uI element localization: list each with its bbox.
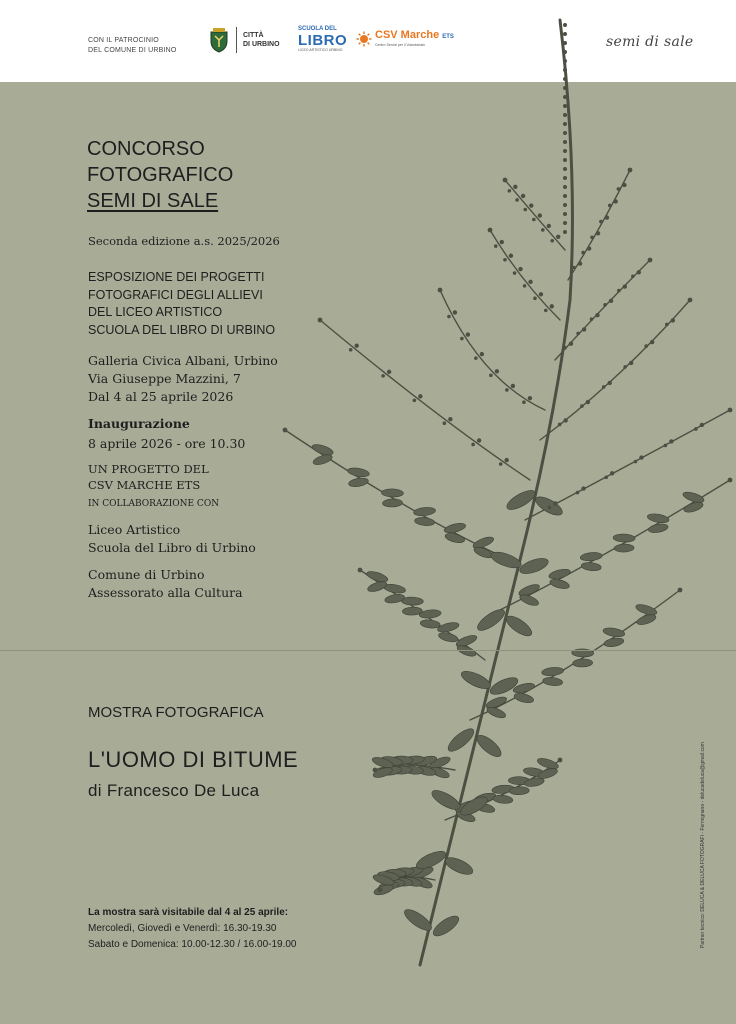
plant-bud — [413, 399, 417, 403]
plant-leaf — [429, 787, 463, 813]
plant-bud — [563, 122, 567, 126]
plant-bud — [528, 396, 532, 400]
plant-leaf — [443, 854, 475, 878]
plant-leaf — [647, 512, 670, 524]
plant-leaf — [381, 489, 403, 498]
venue-line-2: Via Giuseppe Mazzini, 7 — [88, 371, 241, 386]
plant-leaf — [613, 534, 635, 543]
plant-bud — [529, 203, 533, 207]
plant-bud — [443, 421, 447, 425]
patronage-line-1: CON IL PATROCINIO — [88, 37, 159, 44]
plant-bud — [671, 318, 675, 322]
plant-bud — [563, 32, 567, 36]
plant-bud — [523, 208, 527, 212]
plant-stem — [420, 20, 572, 965]
visit-line-weekend: Sabato e Domenica: 10.00-12.30 / 16.00-19.00 — [88, 939, 297, 950]
plant-bud — [608, 381, 612, 385]
plant-bud — [447, 315, 451, 319]
expo-line-2: FOTOGRAFICI DEGLI ALLIEVI — [88, 287, 263, 302]
plant-bud — [563, 194, 567, 198]
plant-bud — [466, 332, 470, 336]
plant-bud — [539, 292, 543, 296]
plant-bud — [563, 59, 567, 63]
plant-bud — [631, 274, 635, 278]
plant-bud — [505, 388, 509, 392]
plant-leaf — [580, 552, 603, 562]
plant-bud — [609, 299, 613, 303]
plant-bud — [563, 50, 567, 54]
plant-stem — [320, 320, 530, 480]
plant-bud — [596, 231, 600, 235]
plant-bud — [728, 408, 733, 413]
plant-bud — [678, 588, 683, 593]
plant-bud — [480, 352, 484, 356]
inauguration-date: 8 aprile 2026 - ore 10.30 — [88, 436, 246, 451]
plant-leaf — [581, 562, 602, 572]
plant-bud — [381, 374, 385, 378]
patronage-line-2: DEL COMUNE DI URBINO — [88, 47, 177, 54]
plant-leaf — [542, 677, 563, 687]
plant-leaf — [518, 555, 550, 577]
plant-bud — [563, 104, 567, 108]
plant-bud — [521, 194, 525, 198]
visit-heading: La mostra sarà visitabile dal 4 al 25 aprile: — [88, 907, 289, 918]
plant-bud — [358, 568, 363, 573]
plant-bud — [373, 768, 378, 773]
plant-bud — [563, 86, 567, 90]
expo-line-4: SCUOLA DEL LIBRO DI URBINO — [88, 322, 276, 337]
plant-bud — [572, 266, 576, 270]
plant-bud — [494, 244, 498, 248]
plant-bud — [637, 270, 641, 274]
edition-text: Seconda edizione a.s. 2025/2026 — [88, 234, 280, 248]
plant-bud — [378, 888, 383, 893]
plant-bud — [515, 198, 519, 202]
citta-logo-line-1: CITTÀ — [243, 32, 264, 39]
collaboration-label: IN COLLABORAZIONE CON — [88, 499, 220, 509]
plant-leaf — [413, 506, 436, 516]
plant-leaf — [614, 544, 634, 553]
plant-bud — [563, 95, 567, 99]
plant-bud — [474, 356, 478, 360]
plant-bud — [460, 337, 464, 341]
plant-stem — [440, 290, 545, 410]
plant-bud — [532, 218, 536, 222]
plant-bud — [578, 261, 582, 265]
comune-line-2: Assessorato alla Cultura — [88, 585, 243, 600]
plant-bud — [563, 203, 567, 207]
plant-bud — [629, 361, 633, 365]
plant-bud — [523, 284, 527, 288]
plant-bud — [528, 280, 532, 284]
plant-bud — [563, 212, 567, 216]
plant-bud — [518, 267, 522, 271]
plant-bud — [595, 313, 599, 317]
plant-bud — [602, 385, 606, 389]
plant-bud — [556, 235, 560, 239]
plant-bud — [590, 317, 594, 321]
plant-bud — [563, 230, 567, 234]
plant-bud — [664, 444, 668, 448]
plant-leaf — [603, 637, 624, 648]
plant-leaf — [382, 499, 402, 508]
plant-bud — [509, 254, 513, 258]
citta-logo-line-2: DI URBINO — [243, 41, 280, 48]
plant-bud — [387, 370, 391, 374]
plant-bud — [504, 458, 508, 462]
plant-stem — [505, 180, 565, 250]
plant-bud — [669, 439, 673, 443]
contest-title-line-1: CONCORSO — [87, 138, 205, 160]
inauguration-label: Inaugurazione — [88, 416, 190, 431]
plant-bud — [548, 506, 552, 510]
plant-bud — [563, 140, 567, 144]
plant-stem — [540, 300, 690, 440]
csv-logo-sub: Centro Servizi per il Volontariato — [375, 43, 425, 47]
plant-bud — [513, 271, 517, 275]
csv-name: CSV Marche — [375, 29, 440, 41]
plant-bud — [418, 394, 422, 398]
semi-di-sale-brand: semi di sale — [606, 34, 694, 50]
plant-bud — [499, 462, 503, 466]
plant-bud — [665, 323, 669, 327]
exhibition-author: di Francesco De Luca — [88, 781, 260, 800]
liceo-line-1: Liceo Artistico — [88, 522, 181, 537]
contest-title-underlined: SEMI DI SALE — [87, 190, 219, 212]
plant-bud — [283, 428, 288, 433]
contest-title — [87, 136, 233, 214]
plant-bud — [453, 310, 457, 314]
section-divider — [0, 650, 736, 651]
plant-bud — [318, 318, 323, 323]
plant-bud — [650, 340, 654, 344]
plant-bud — [563, 77, 567, 81]
plant-bud — [508, 189, 512, 193]
plant-bud — [544, 309, 548, 313]
plant-bud — [728, 478, 733, 483]
plant-bud — [563, 41, 567, 45]
plant-bud — [581, 251, 585, 255]
plant-bud — [533, 297, 537, 301]
plant-bud — [603, 303, 607, 307]
plant-bud — [613, 199, 617, 203]
visit-line-weekdays: Mercoledì, Giovedì e Venerdì: 16.30-19.30 — [88, 923, 277, 934]
plant-bud — [576, 332, 580, 336]
plant-bud — [563, 346, 567, 350]
plant-bud — [550, 239, 554, 243]
plant-bud — [550, 304, 554, 308]
libro-logo-main: LIBRO — [298, 32, 348, 49]
exhibition-label: MOSTRA FOTOGRAFICA — [88, 704, 264, 721]
plant-bud — [610, 471, 614, 475]
visiting-hours — [88, 905, 296, 953]
plant-bud — [477, 438, 481, 442]
plant-leaf — [648, 523, 669, 534]
plant-bud — [558, 758, 563, 763]
plant-leaf — [474, 732, 505, 760]
plant-bud — [694, 427, 698, 431]
plant-bud — [563, 221, 567, 225]
plant-bud — [608, 204, 612, 208]
plant-leaf — [438, 631, 459, 644]
plant-bud — [513, 185, 517, 189]
contest-title-line-2: FOTOGRAFICO — [87, 164, 234, 186]
plant-bud — [563, 23, 567, 27]
libro-logo-top: SCUOLA DEL — [298, 26, 337, 32]
plant-stem — [568, 170, 630, 280]
plant-bud — [581, 486, 585, 490]
plant-bud — [563, 149, 567, 153]
plant-leaf — [503, 612, 534, 639]
plant-bud — [563, 418, 567, 422]
plant-leaf — [513, 692, 534, 705]
liceo-line-2: Scuola del Libro di Urbino — [88, 540, 256, 555]
plant-bud — [538, 213, 542, 217]
plant-bud — [349, 348, 353, 352]
plant-bud — [582, 327, 586, 331]
plant-bud — [628, 168, 633, 173]
plant-bud — [563, 176, 567, 180]
plant-leaf — [420, 619, 441, 629]
plant-bud — [623, 365, 627, 369]
plant-bud — [617, 289, 621, 293]
plant-leaf — [602, 626, 625, 638]
plant-bud — [489, 373, 493, 377]
plant-bud — [522, 400, 526, 404]
venue-line-1: Galleria Civica Albani, Urbino — [88, 353, 278, 368]
plant-bud — [599, 220, 603, 224]
exhibition-description — [88, 269, 275, 339]
plant-bud — [547, 224, 551, 228]
plant-bud — [438, 288, 443, 293]
plant-bud — [576, 491, 580, 495]
plant-bud — [604, 476, 608, 480]
plant-bud — [586, 400, 590, 404]
plant-bud — [644, 344, 648, 348]
plant-bud — [503, 258, 507, 262]
project-line-2: CSV MARCHE ETS — [88, 478, 201, 492]
liceo-partner — [88, 521, 256, 557]
technical-partner-credit: Partner tecnico: DELUCA & DELUCA FOTOGRAFI - Fermignano - delucadeluca@gmail.com — [700, 742, 706, 948]
plant-bud — [648, 258, 653, 263]
plant-bud — [541, 228, 545, 232]
plant-leaf — [348, 477, 369, 488]
libro-logo-sub: LICEO ARTISTICO URBINO — [298, 48, 343, 52]
plant-leaf — [414, 517, 435, 527]
plant-leaf — [444, 532, 465, 545]
plant-bud — [500, 240, 504, 244]
plant-bud — [587, 246, 591, 250]
plant-bud — [448, 417, 452, 421]
plant-leaf — [489, 549, 523, 571]
plant-bud — [558, 423, 562, 427]
plant-bud — [563, 131, 567, 135]
plant-leaf — [459, 668, 493, 692]
plant-bud — [580, 404, 584, 408]
plant-bud — [563, 68, 567, 72]
plant-leaf — [347, 466, 370, 478]
plant-bud — [563, 185, 567, 189]
plant-bud — [553, 501, 557, 505]
exhibition-title: L'UOMO DI BITUME — [88, 747, 299, 772]
project-credit — [88, 461, 209, 493]
project-line-1: UN PROGETTO DEL — [88, 462, 209, 476]
plant-bud — [590, 236, 594, 240]
plant-bud — [700, 423, 704, 427]
plant-bud — [563, 113, 567, 117]
plant-bud — [354, 344, 358, 348]
expo-line-3: DEL LICEO ARTISTICO — [88, 305, 223, 319]
plant-leaf — [430, 912, 461, 939]
plant-bud — [639, 455, 643, 459]
plant-leaf — [573, 659, 593, 668]
plant-bud — [622, 183, 626, 187]
plant-bud — [488, 228, 493, 233]
comune-partner — [88, 566, 243, 602]
plant-leaf — [549, 578, 570, 591]
venue-info — [88, 352, 278, 406]
plant-bud — [569, 342, 573, 346]
plant-bud — [617, 187, 621, 191]
plant-bud — [605, 215, 609, 219]
plant-leaf — [541, 666, 564, 676]
csv-suffix: ETS — [442, 34, 454, 40]
plant-bud — [623, 284, 627, 288]
comune-line-1: Comune di Urbino — [88, 567, 205, 582]
plant-bud — [495, 369, 499, 373]
plant-bud — [511, 384, 515, 388]
venue-line-3: Dal 4 al 25 aprile 2026 — [88, 389, 234, 404]
expo-line-1: ESPOSIZIONE DEI PROGETTI — [88, 270, 265, 284]
plant-bud — [471, 443, 475, 447]
plant-leaf — [492, 794, 513, 804]
plant-bud — [563, 167, 567, 171]
plant-bud — [634, 460, 638, 464]
plant-bud — [563, 158, 567, 162]
plant-bud — [688, 298, 693, 303]
plant-bud — [503, 178, 508, 183]
